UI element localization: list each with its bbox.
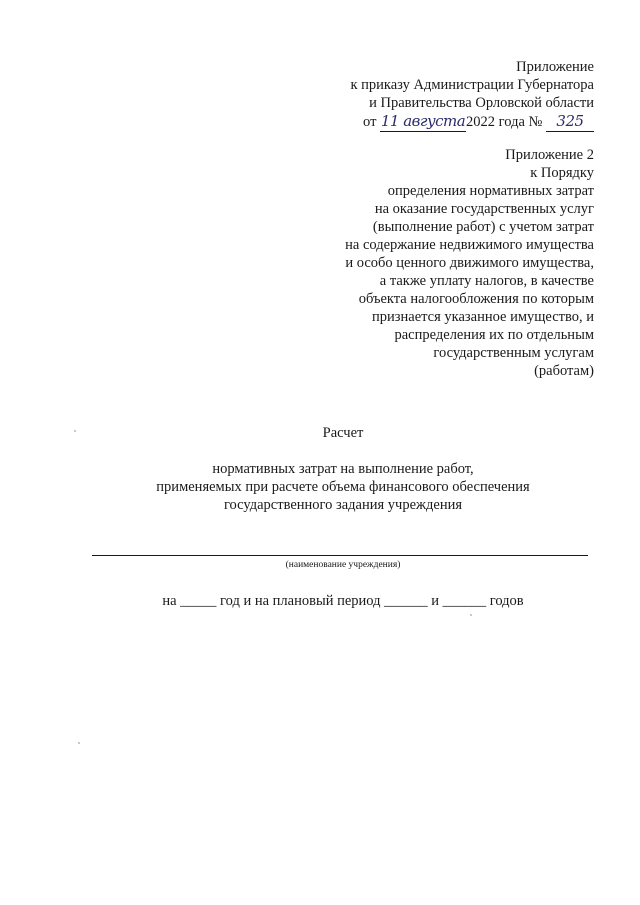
appendix-line: признается указанное имущество, и — [372, 309, 594, 325]
appendix-line: государственным услугам — [433, 345, 594, 361]
institution-caption: (наименование учреждения) — [285, 560, 401, 570]
header-order-line: к приказу Администрации Губернатора — [350, 77, 594, 93]
header-appendix-label: Приложение — [516, 59, 594, 75]
appendix-line: а также уплату налогов, в качестве — [379, 273, 594, 289]
appendix-line: объекта налогообложения по которым — [358, 291, 594, 307]
appendix-line: к Порядку — [530, 165, 594, 181]
title-line-1: нормативных затрат на выполнение работ, — [212, 461, 474, 477]
appendix-line: (выполнение работ) с учетом затрат — [372, 219, 594, 235]
title-line-3: государственного задания учреждения — [223, 497, 463, 513]
scan-speck — [78, 742, 80, 744]
appendix-line: распределения их по отдельным — [394, 327, 594, 343]
date-year: 2022 года № — [466, 114, 543, 130]
date-prefix: от — [363, 114, 377, 130]
appendix-line: и особо ценного движимого имущества, — [345, 255, 594, 271]
appendix-line: на оказание государственных услуг — [374, 201, 594, 217]
scan-speck — [470, 614, 472, 616]
title-line-2: применяемых при расчете объема финансового обеспечения — [156, 479, 530, 495]
appendix-line: определения нормативных затрат — [387, 183, 594, 199]
handwritten-date: 11 августа — [380, 112, 466, 130]
header-date-line — [363, 112, 594, 132]
document-heading: Расчет — [322, 425, 364, 441]
header-government-line: и Правительства Орловской области — [369, 95, 594, 111]
appendix-line: Приложение 2 — [505, 147, 594, 163]
handwritten-number: 325 — [546, 112, 594, 132]
scan-speck — [74, 430, 76, 432]
appendix-line: на содержание недвижимого имущества — [345, 237, 594, 253]
appendix-line: (работам) — [534, 363, 594, 379]
institution-name-line — [92, 555, 588, 556]
period-line: на _____ год и на плановый период ______ и ______ годов — [162, 593, 524, 609]
